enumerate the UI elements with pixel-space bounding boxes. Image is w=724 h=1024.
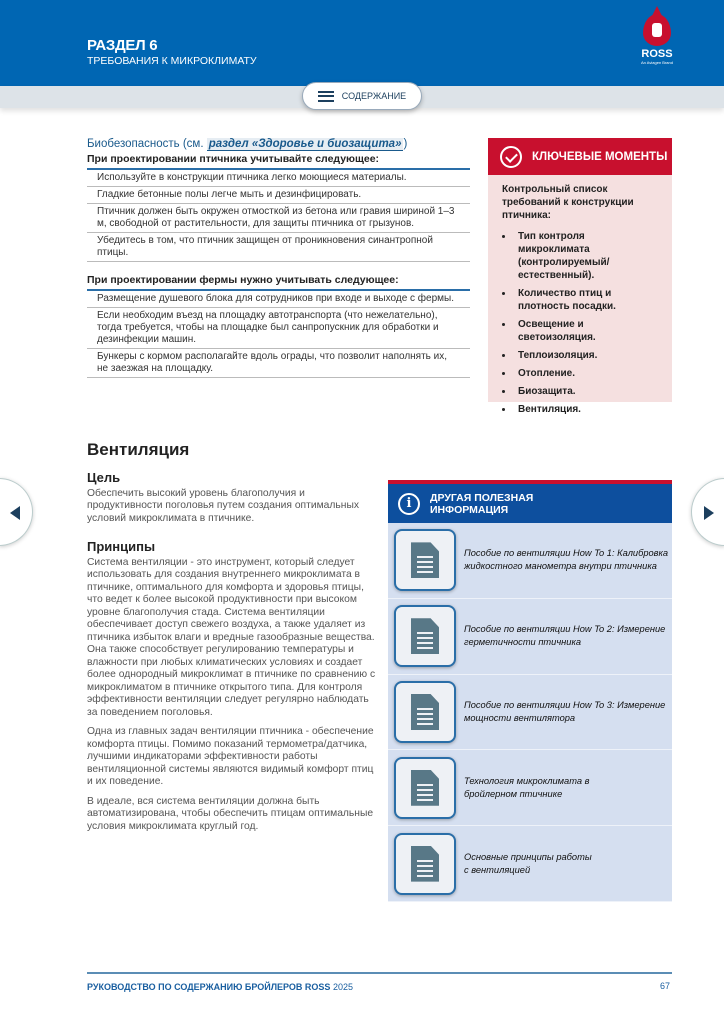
resource-link[interactable] (388, 750, 672, 826)
logo-tagline: An Aviagen Brand (641, 60, 673, 65)
health-section-link[interactable]: раздел «Здоровье и биозащита» (208, 138, 402, 150)
key-point: • Вентиляция. (514, 403, 658, 416)
key-point: • Отопление. (514, 367, 658, 380)
resource-title: Пособие по вентиляции How To 3: Измерение мощности вентилятора (464, 699, 666, 723)
key-points-box (488, 138, 672, 415)
logo-drop-icon (643, 14, 671, 46)
footer-text: РУКОВОДСТВО ПО СОДЕРЖАНИЮ БРОЙЛЕРОВ ROSS (87, 982, 331, 992)
paragraph: В идеале, вся система вентиляции должна быть автоматизирована, чтобы обеспечить птицам оптимальные условия микроклимата круглый год. (87, 795, 374, 832)
goal-heading: Цель (87, 470, 121, 485)
footer-divider (87, 972, 672, 974)
contents-label: СОДЕРЖАНИЕ (341, 91, 407, 101)
goal-text: Обеспечить высокий уровень благополучия и продуктивности поголовья путем создания оптимальных условий микроклимата в птичнике. (87, 487, 360, 524)
list-item: Если необходим въезд на площадку автотранспорта (что нежелательно), тогда требуется, чтобы на площадке был санпропускник для обработки и дезинфекции машин. (87, 308, 470, 349)
paragraph: Система вентиляции - это инструмент, который следует использовать для создания внутреннего микроклимата в птичнике, оптимального для комфорта и здоровья птицы, что ведет к более высокой продуктивности при высоком уровне благополучия стада. Система вентиляции обеспечивает доступ свежего воздуха, а также удаляет из птичника избыток влаги и вредные газообразные вещества. Она также способствует регулированию температуры и влажности при любых климатических условиях и создает более однородный микроклимат в птичнике по сравнению с микроклиматом в птичнике открытого типа. Для контроля эффективности вентиляции следует регулярно наблюдать за поведением поголовья. (87, 556, 376, 718)
document-icon (394, 757, 456, 819)
resource-title: Основные принципы работы с вентиляцией (464, 851, 592, 875)
key-points-intro: Контрольный список требований к конструкции птичника: (502, 184, 634, 221)
ventilation-heading: Вентиляция (87, 440, 190, 459)
list-item: Гладкие бетонные полы легче мыть и дезинфицировать. (87, 187, 470, 204)
list-item: Используйте в конструкции птичника легко моющиеся материалы. (87, 170, 470, 187)
document-icon (394, 833, 456, 895)
house-heading: При проектировании птичника учитывайте следующее: (87, 153, 470, 170)
key-point: • Освещение и светоизоляция. (514, 318, 658, 344)
page-number: 67 (660, 981, 671, 991)
title-text: ) (403, 138, 408, 150)
resource-link[interactable] (388, 523, 672, 599)
arrow-left-icon (10, 506, 20, 520)
resource-link[interactable] (388, 826, 672, 902)
info-icon: i (398, 493, 420, 515)
list-item: Убедитесь в том, что птичник защищен от проникновения синантропной птицы. (87, 233, 470, 262)
resource-link[interactable] (388, 599, 672, 675)
key-points-title: КЛЮЧЕВЫЕ МОМЕНТЫ (532, 150, 668, 163)
paragraph: Одна из главных задач вентиляции птичника - обеспечение комфорта птицы. Помимо показаний термометра/датчика, лучшими индикаторами эффективности работы вентиляционной системы являются видимый комфорт птиц и их поведение. (87, 726, 374, 787)
farm-heading: При проектировании фермы нужно учитывать следующее: (87, 274, 470, 291)
biosecurity-section (87, 138, 470, 378)
title-text: Биобезопасность (см. (87, 138, 207, 150)
section-title: ТРЕБОВАНИЯ К МИКРОКЛИМАТУ (87, 55, 257, 67)
resource-title: Технология микроклимата в бройлерном птичнике (464, 775, 590, 799)
previous-page-button[interactable] (0, 478, 33, 546)
info-title: ДРУГАЯ ПОЛЕЗНАЯ ИНФОРМАЦИЯ (430, 491, 534, 516)
biosecurity-title (87, 138, 470, 150)
list-item: Размещение душевого блока для сотрудников при входе и выходе с фермы. (87, 291, 470, 308)
key-point: • Биозащита. (514, 385, 658, 398)
document-icon (394, 605, 456, 667)
section-number: РАЗДЕЛ 6 (87, 37, 158, 54)
useful-info-box (388, 480, 672, 902)
contents-button[interactable] (302, 82, 422, 110)
resource-title: Пособие по вентиляции How To 1: Калибровка жидкостного манометра внутри птичника (464, 548, 669, 572)
key-point: • Тип контроля микроклимата (контролируемый/ естественный). (514, 230, 658, 282)
resource-link[interactable] (388, 675, 672, 751)
key-point: • Теплоизоляция. (514, 349, 658, 362)
principles-heading: Принципы (87, 539, 156, 554)
list-item: Птичник должен быть окружен отмосткой из бетона или гравия шириной 1–3 м, свободной от растительности, для защиты птичника от грызунов. (87, 204, 470, 233)
list-item: Бункеры с кормом располагайте вдоль ограды, что позволит наполнять их, не заезжая на площадку. (87, 349, 470, 378)
footer-year: 2025 (332, 982, 353, 992)
arrow-right-icon (704, 506, 714, 520)
logo-text: ROSS (641, 48, 673, 60)
document-icon (394, 529, 456, 591)
resource-title: Пособие по вентиляции How To 2: Измерение герметичности птичника (464, 624, 666, 648)
ventilation-text (87, 472, 377, 840)
key-point: • Количество птиц и плотность посадки. (514, 287, 658, 313)
footer-title (87, 982, 353, 992)
menu-icon (318, 91, 334, 102)
ross-logo (632, 14, 682, 76)
next-page-button[interactable] (691, 478, 724, 546)
document-icon (394, 681, 456, 743)
checkmark-icon (500, 146, 522, 168)
